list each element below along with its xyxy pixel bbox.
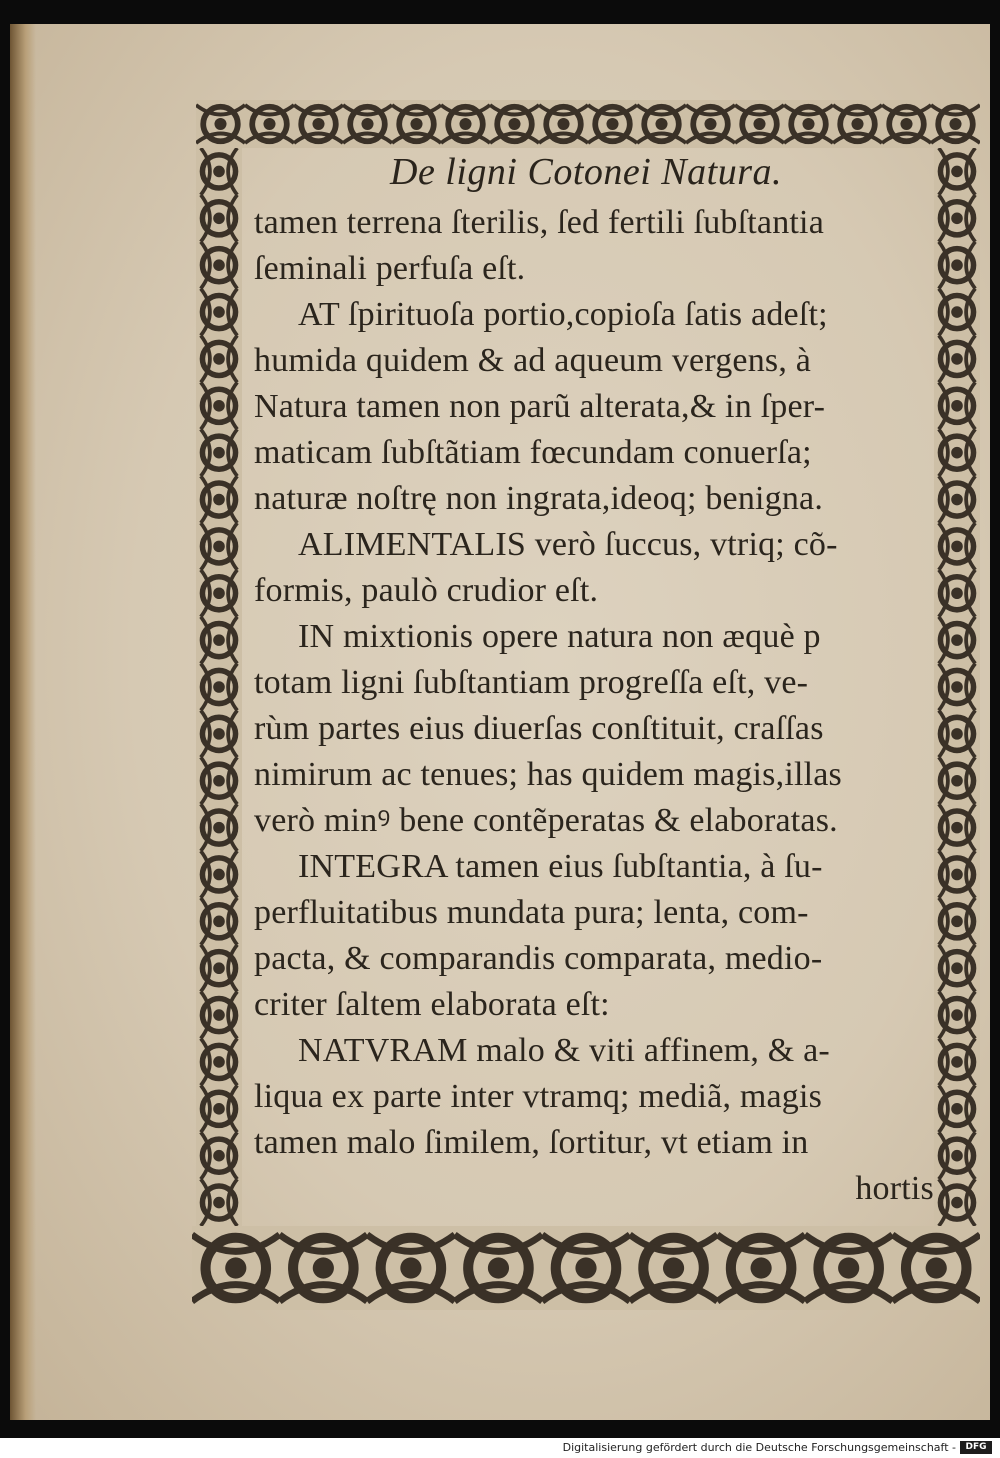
ornament-boss [751, 1257, 772, 1278]
ornament-boss [838, 1257, 859, 1278]
ornament-boss [213, 869, 225, 881]
ornament-boss [951, 400, 963, 412]
catchword: hortis [855, 1170, 934, 1207]
text-line: AT ſpirituoſa portio,copioſa ſatis adeſt; [298, 296, 828, 333]
ornament-boss [213, 1056, 225, 1068]
text-line: naturæ noſtrę non ingrata,ideoq; benigna. [254, 480, 824, 517]
ornament-boss [951, 306, 963, 318]
ornament-boss [459, 118, 471, 130]
ornament-boss [213, 634, 225, 646]
ornament-boss [663, 1257, 684, 1278]
ornament-boss [214, 118, 226, 130]
ornament-border-top [196, 100, 980, 148]
ornament-boss [951, 259, 963, 271]
ornament-boss [213, 775, 225, 787]
ornament-border-left [196, 148, 242, 1226]
text-line: NATVRAM malo & viti affinem, & a- [298, 1032, 830, 1069]
ornament-boss [951, 775, 963, 787]
ornament-boss [225, 1257, 246, 1278]
ornament-boss [951, 869, 963, 881]
ornament-boss [951, 634, 963, 646]
ornament-boss [802, 118, 814, 130]
ornament-boss [213, 822, 225, 834]
ornament-boss [951, 728, 963, 740]
ornament-boss [951, 494, 963, 506]
text-line: IN mixtionis opere natura non æquè p [298, 618, 821, 655]
ornament-boss [400, 1257, 421, 1278]
ornament-boss [951, 1056, 963, 1068]
text-line: perfluitatibus mundata pura; lenta, com- [254, 894, 809, 931]
ornament-boss [951, 962, 963, 974]
text-line: totam ligni ſubſtantiam progreſſa eſt, ve- [254, 664, 809, 701]
ornament-boss [263, 118, 275, 130]
ornament-boss [951, 681, 963, 693]
text-line: INTEGRA tamen eius ſubſtantia, à ſu- [298, 848, 823, 885]
ornament-boss [213, 259, 225, 271]
ornament-boss [213, 213, 225, 225]
ornament-boss [213, 962, 225, 974]
ornament-border-bottom [192, 1226, 980, 1310]
ornament-boss [951, 213, 963, 225]
ornament-boss [704, 118, 716, 130]
ornament-boss [951, 447, 963, 459]
ornament-boss [951, 1150, 963, 1162]
text-line: maticam ſubſtãtiam fœcundam conuerſa; [254, 434, 812, 471]
ornament-boss [213, 728, 225, 740]
ornament-boss [951, 822, 963, 834]
ornament-boss [213, 353, 225, 365]
ornament-boss [213, 916, 225, 928]
text-line: ALIMENTALIS verò ſuccus, vtriq; cõ- [298, 526, 838, 563]
ornament-boss [213, 1150, 225, 1162]
ornament-boss [926, 1257, 947, 1278]
ornament-boss [213, 587, 225, 599]
text-line: verò minꝰ bene contẽperatas & elaboratas. [254, 802, 838, 839]
running-header: De ligni Cotonei Natura. [390, 151, 782, 193]
ornament-boss [213, 306, 225, 318]
ornament-boss [753, 118, 765, 130]
ornament-boss [900, 118, 912, 130]
ornament-boss [655, 118, 667, 130]
ornament-boss [951, 1103, 963, 1115]
ornament-boss [951, 353, 963, 365]
text-line: rùm partes eius diuerſas conſtituit, craſſas [254, 710, 824, 747]
ornament-boss [949, 118, 961, 130]
text-line: Natura tamen non parũ alterata,& in ſper- [254, 388, 826, 425]
ornament-boss [313, 1257, 334, 1278]
text-line: liqua ex parte inter vtramq; mediã, magis [254, 1078, 823, 1115]
ornament-boss [213, 1103, 225, 1115]
body-text [254, 200, 934, 1212]
ornament-boss [951, 916, 963, 928]
ornament-boss [213, 1197, 225, 1209]
ornament-boss [951, 166, 963, 178]
text-line: ſeminali perfuſa eſt. [254, 250, 526, 287]
ornament-boss [410, 118, 422, 130]
ornament-boss [557, 118, 569, 130]
funding-credit: Digitalisierung gefördert durch die Deutsche Forschungsgemeinschaft - [562, 1441, 956, 1454]
ornament-boss [951, 587, 963, 599]
text-line: formis, paulò crudior eſt. [254, 572, 599, 609]
ornament-boss [312, 118, 324, 130]
ornament-boss [951, 1009, 963, 1021]
ornament-boss [213, 681, 225, 693]
footer-bar [0, 1438, 1000, 1458]
ornament-border-right [934, 148, 980, 1226]
ornament-boss [361, 118, 373, 130]
ornament-boss [508, 118, 520, 130]
ornament-boss [951, 1197, 963, 1209]
ornament-boss [488, 1257, 509, 1278]
ornament-boss [213, 1009, 225, 1021]
text-line: tamen terrena ſterilis, ſed fertili ſubſtantia [254, 204, 824, 241]
ornament-boss [213, 447, 225, 459]
ornament-boss [213, 541, 225, 553]
ornament-boss [213, 400, 225, 412]
text-line: humida quidem & ad aqueum vergens, à [254, 342, 812, 379]
ornament-boss [606, 118, 618, 130]
page-gutter-shadow [10, 24, 36, 1420]
ornament-boss [851, 118, 863, 130]
text-line: nimirum ac tenues; has quidem magis,illas [254, 756, 842, 793]
text-line: criter ſaltem elaborata eſt: [254, 986, 610, 1023]
ornament-boss [575, 1257, 596, 1278]
ornament-boss [213, 166, 225, 178]
text-line: tamen malo ſimilem, ſortitur, vt etiam in [254, 1124, 809, 1161]
dfg-logo: DFG [960, 1441, 992, 1454]
ornament-boss [213, 494, 225, 506]
text-line: pacta, & comparandis comparata, medio- [254, 940, 823, 977]
ornament-boss [951, 541, 963, 553]
